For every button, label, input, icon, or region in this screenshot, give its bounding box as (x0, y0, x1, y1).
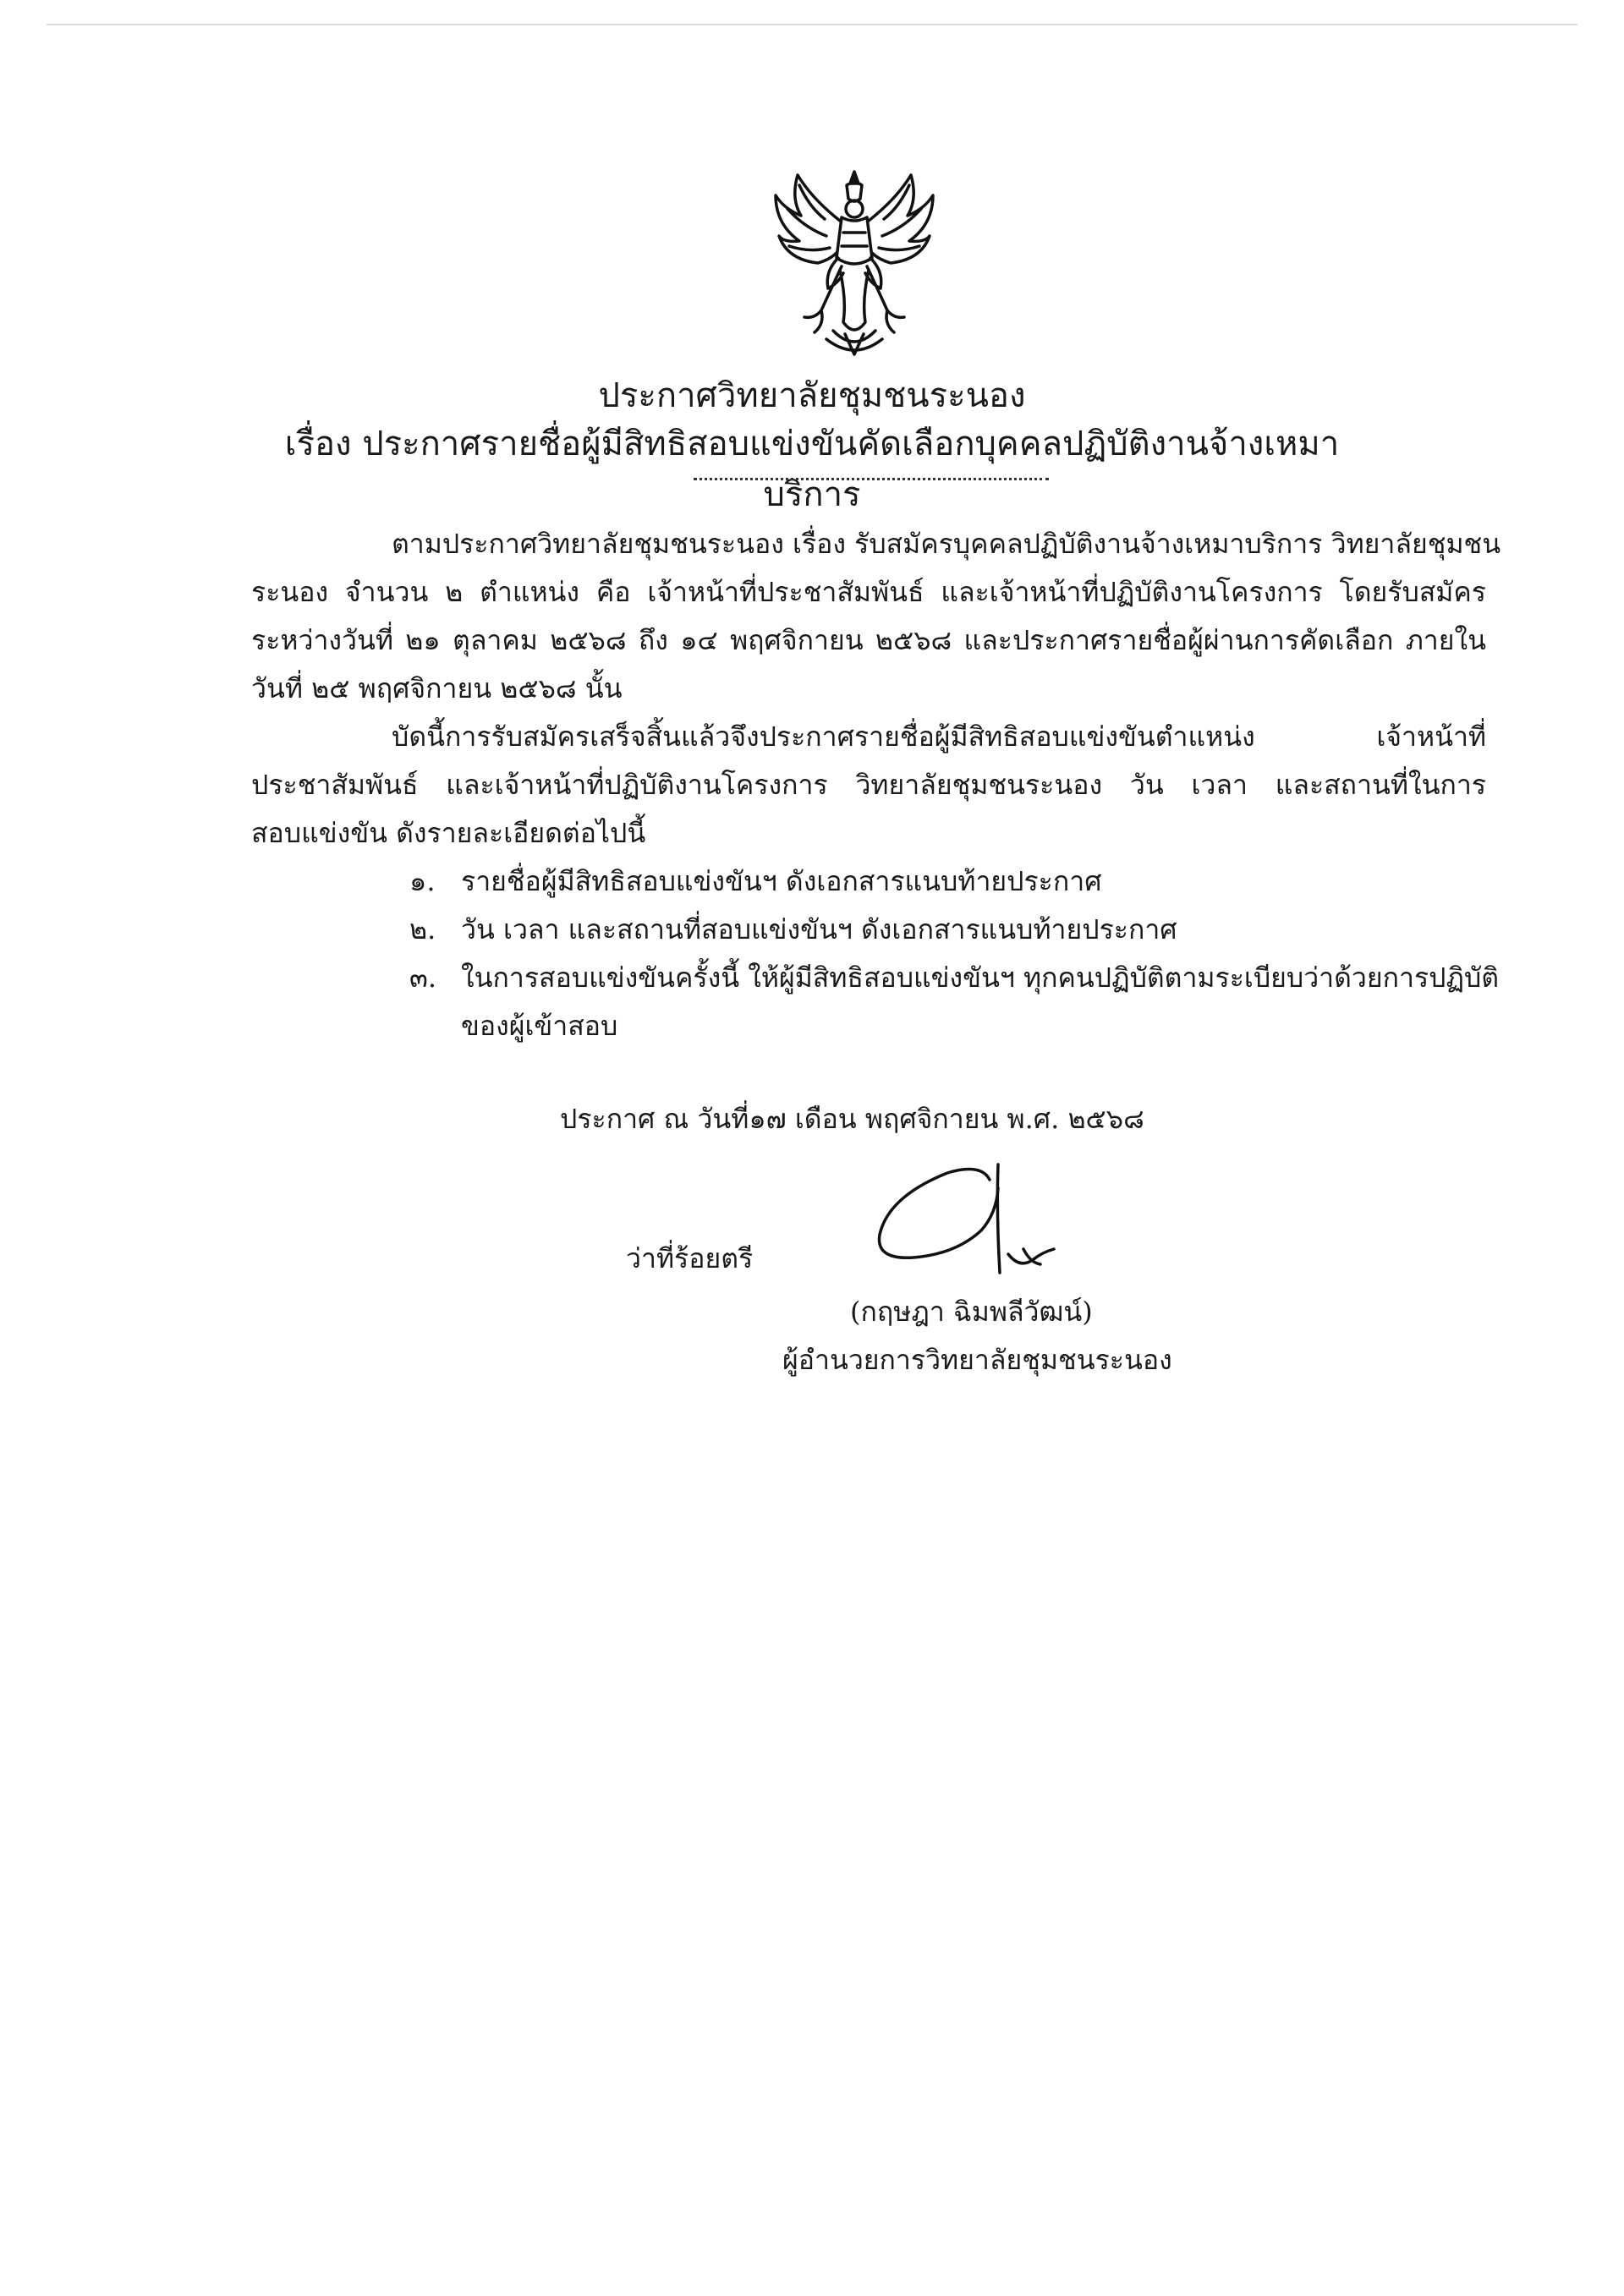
signatory-rank: ว่าที่ร้อยตรี (626, 1242, 754, 1274)
paragraph-2-line-1: บัดนี้การรับสมัครเสร็จสิ้นแล้วจึงประกาศรายชื่อผู้มีสิทธิสอบแข่งขันตำแหน่ง เจ้าหน้าที่ (392, 721, 1486, 753)
announcement-title: ประกาศวิทยาลัยชุมชนระนอง (598, 376, 1026, 415)
handwritten-signature-icon (854, 1154, 1074, 1281)
paragraph-1-line-2: ระนอง จำนวน ๒ ตำแหน่ง คือ เจ้าหน้าที่ประชาสัมพันธ์ และเจ้าหน้าที่ปฏิบัติงานโครงการ โดยรับสมัคร (251, 576, 1486, 608)
list-item-number: ๓. (409, 962, 437, 994)
list-item-text: ในการสอบแข่งขันครั้งนี้ ให้ผู้มีสิทธิสอบแข่งขันฯ ทุกคนปฏิบัติตามระเบียบว่าด้วยการปฏิบัติ (461, 962, 1500, 994)
list-item-text: ของผู้เข้าสอบ (461, 1010, 618, 1042)
scan-top-edge (47, 24, 1577, 25)
announcement-subject: เรื่อง ประกาศรายชื่อผู้มีสิทธิสอบแข่งขันคัดเลือกบุคคลปฏิบัติงานจ้างเหมาบริการ (284, 425, 1340, 514)
list-item-number: ๒. (409, 913, 436, 945)
garuda-emblem-icon (765, 165, 943, 359)
list-item-text: รายชื่อผู้มีสิทธิสอบแข่งขันฯ ดังเอกสารแนบท้ายประกาศ (461, 865, 1102, 897)
paragraph-2-line-3: สอบแข่งขัน ดังรายละเอียดต่อไปนี้ (251, 817, 646, 849)
paragraph-2-line-2: ประชาสัมพันธ์ และเจ้าหน้าที่ปฏิบัติงานโครงการ วิทยาลัยชุมชนระนอง วัน เวลา และสถานที่ในการ (251, 769, 1486, 801)
paragraph-1-line-4: วันที่ ๒๕ พฤศจิกายน ๒๕๖๘ นั้น (251, 672, 623, 704)
announcement-date: ประกาศ ณ วันที่๑๗ เดือน พฤศจิกายน พ.ศ. ๒๕๖๘ (560, 1103, 1144, 1135)
title-separator (694, 478, 1049, 480)
signatory-name: (กฤษฎา ฉิมพลีวัฒน์) (850, 1296, 1093, 1328)
list-item-text: วัน เวลา และสถานที่สอบแข่งขันฯ ดังเอกสารแนบท้ายประกาศ (461, 913, 1177, 945)
paragraph-1-line-3: ระหว่างวันที่ ๒๑ ตุลาคม ๒๕๖๘ ถึง ๑๔ พฤศจิกายน ๒๕๖๘ และประกาศรายชื่อผู้ผ่านการคัดเลือก ภายใน (251, 624, 1487, 656)
signatory-position: ผู้อำนวยการวิทยาลัยชุมชนระนอง (782, 1344, 1172, 1376)
paragraph-1-line-1: ตามประกาศวิทยาลัยชุมชนระนอง เรื่อง รับสมัครบุคคลปฏิบัติงานจ้างเหมาบริการ วิทยาลัยชุมชน (392, 528, 1501, 560)
list-item-number: ๑. (409, 865, 436, 897)
